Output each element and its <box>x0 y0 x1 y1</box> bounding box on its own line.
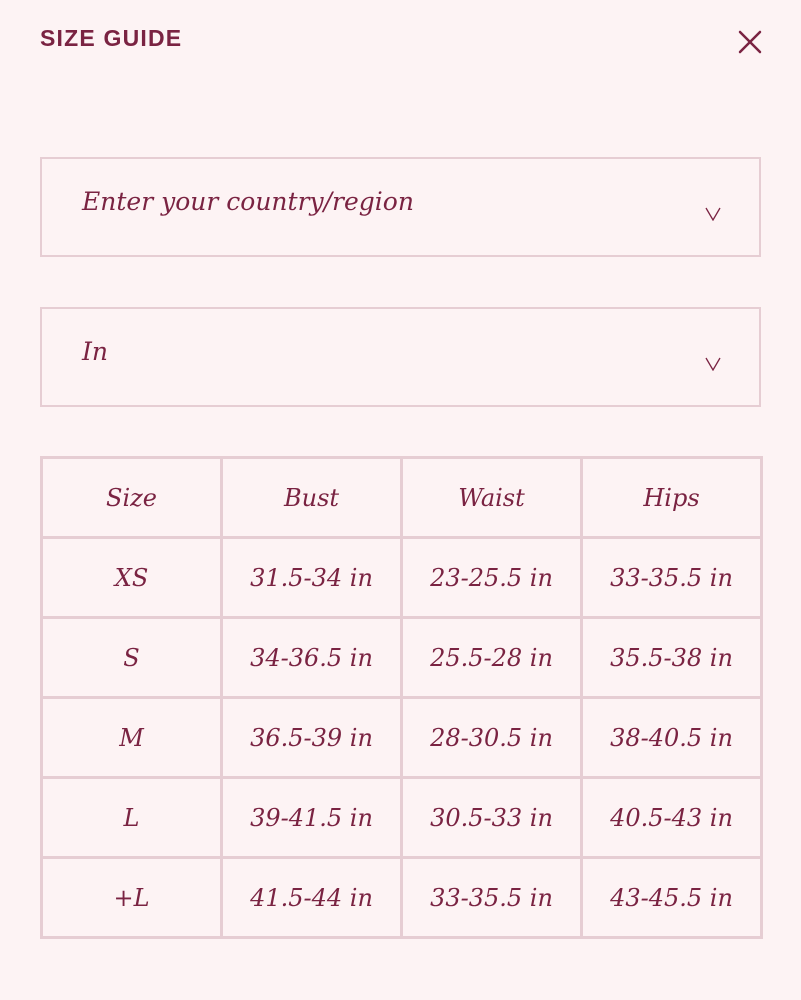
bust-cell: 41.5-44 in <box>222 858 402 938</box>
page-title: SIZE GUIDE <box>40 25 183 51</box>
column-header-hips: Hips <box>582 458 762 538</box>
waist-cell: 23-25.5 in <box>402 538 582 618</box>
hips-cell: 43-45.5 in <box>582 858 762 938</box>
hips-cell: 33-35.5 in <box>582 538 762 618</box>
hips-cell: 38-40.5 in <box>582 698 762 778</box>
size-cell: XS <box>42 538 222 618</box>
chevron-down-icon <box>705 357 721 371</box>
table-row <box>42 858 762 938</box>
column-header-waist: Waist <box>402 458 582 538</box>
country-region-select[interactable] <box>40 157 761 257</box>
hips-cell: 40.5-43 in <box>582 778 762 858</box>
bust-cell: 31.5-34 in <box>222 538 402 618</box>
bust-cell: 36.5-39 in <box>222 698 402 778</box>
size-cell: +L <box>42 858 222 938</box>
column-header-bust: Bust <box>222 458 402 538</box>
table-row <box>42 538 762 618</box>
unit-select[interactable] <box>40 307 761 407</box>
table-row <box>42 698 762 778</box>
waist-cell: 25.5-28 in <box>402 618 582 698</box>
size-cell: M <box>42 698 222 778</box>
size-cell: L <box>42 778 222 858</box>
table-row <box>42 778 762 858</box>
bust-cell: 39-41.5 in <box>222 778 402 858</box>
unit-select-value: In <box>82 337 108 366</box>
table-row <box>42 618 762 698</box>
close-button[interactable] <box>734 26 766 58</box>
size-chart-table <box>40 456 763 939</box>
close-icon <box>734 26 766 58</box>
chevron-down-icon <box>705 207 721 221</box>
table-header-row <box>42 458 762 538</box>
size-cell: S <box>42 618 222 698</box>
waist-cell: 28-30.5 in <box>402 698 582 778</box>
country-region-select-value: Enter your country/region <box>82 187 414 216</box>
waist-cell: 30.5-33 in <box>402 778 582 858</box>
hips-cell: 35.5-38 in <box>582 618 762 698</box>
bust-cell: 34-36.5 in <box>222 618 402 698</box>
column-header-size: Size <box>42 458 222 538</box>
waist-cell: 33-35.5 in <box>402 858 582 938</box>
